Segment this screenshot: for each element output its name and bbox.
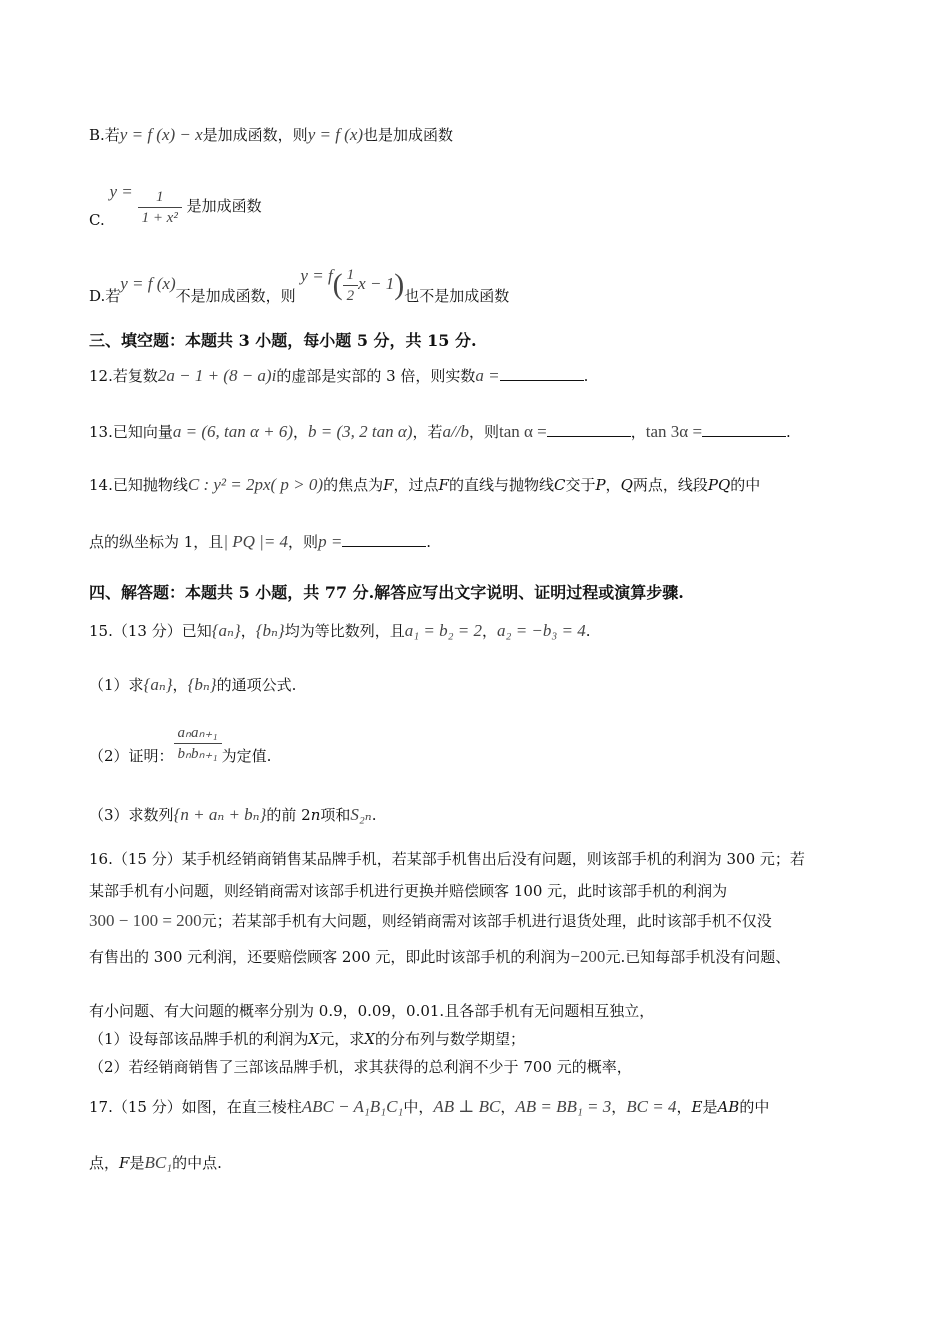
math-expr: ABC − A₁B₁C₁ <box>301 1097 404 1116</box>
question-17: 17.（15 分）如图，在直三棱柱ABC − A₁B₁C₁中，AB ⊥ BC，AB = BB₁ = 3，BC = 4，E是AB的中 <box>89 1097 770 1116</box>
math-expr: S₂ₙ <box>350 805 372 824</box>
math-expr: AB = BB₁ = 3 <box>515 1097 612 1116</box>
math-expr: a₁ = b₂ = 2 <box>404 621 483 640</box>
fraction: $\frac{1}{2}$ <box>343 265 359 306</box>
math-expr: y = f <box>300 266 333 285</box>
section-heading-4: 四、解答题：本题共 5 小题，共 77 分.解答应写出文字说明、证明过程或演算步骤. <box>89 583 684 602</box>
option-c: C. y = $\frac{1}{\text{1 + x²}}$ 是加成函数 <box>89 182 262 229</box>
math-expr: {aₙ} <box>211 621 241 640</box>
answer-blank[interactable] <box>702 420 786 437</box>
question-15-part-2: （2）证明： $\frac{\text{aₙaₙ₊₁}}{\text{bₙbₙ₊₁}}$ 为定值. <box>89 724 272 765</box>
question-16-part-2: （2）若经销商销售了三部该品牌手机，求其获得的总利润不少于 700 元的概率， <box>89 1058 632 1076</box>
math-expr: x − 1 <box>358 274 395 293</box>
question-17-cont: 点，F是BC₁的中点. <box>89 1153 222 1172</box>
answer-blank[interactable] <box>342 530 426 547</box>
fraction: $\frac{\text{aₙaₙ₊₁}}{\text{bₙbₙ₊₁}}$ <box>174 723 222 764</box>
math-expr: b = (3, 2 tan α) <box>308 422 413 441</box>
question-12: 12.若复数2a − 1 + (8 − a)i的虚部是实部的 3 倍，则实数a = . <box>89 366 589 385</box>
math-expr: y = <box>109 182 133 201</box>
question-15: 15.（13 分）已知{aₙ}，{bₙ}均为等比数列，且a₁ = b₂ = 2，a₂ = −b₃ = 4. <box>89 621 591 640</box>
math-expr: a₂ = −b₃ = 4 <box>497 621 586 640</box>
math-expr: tan 3α = <box>645 422 703 441</box>
question-16: 16.（15 分）某手机经销商销售某品牌手机，若某部手机售出后没有问题，则该部手机的利润为 300 元；若 <box>89 850 805 868</box>
option-b: B.若y = f (x) − x是加成函数，则y = f (x)也是加成函数 <box>89 125 454 144</box>
math-expr: {bₙ} <box>255 621 285 640</box>
question-13: 13.已知向量a = (6, tan α + 6)，b = (3, 2 tan α)，若a//b，则tan α = ，tan 3α = . <box>89 422 791 441</box>
math-expr: BC = 4 <box>626 1097 677 1116</box>
question-14: 14.已知抛物线C : y² = 2px( p > 0)的焦点为F，过点F的直线与抛物线C交于P，Q两点，线段PQ的中 <box>89 475 761 494</box>
math-expr: y = f (x) <box>120 274 176 293</box>
math-expr: y = f (x) <box>307 125 364 144</box>
math-expr: tan α = <box>498 422 547 441</box>
math-expr: {aₙ} <box>143 675 173 694</box>
question-16-line: 有售出的 300 元利润，还要赔偿顾客 200 元，即此时该部手机的利润为−200元.已知每部手机没有问题、 <box>89 947 791 966</box>
math-expr: 2a − 1 + (8 − a)i <box>157 366 277 385</box>
question-15-part-3: （3）求数列{n + aₙ + bₙ}的前 2n项和S₂ₙ. <box>89 805 377 824</box>
math-expr: C : y² = 2px( p > 0) <box>187 475 324 494</box>
option-d: D.若y = f (x)不是加成函数，则 y = f( $\frac{1}{2}$ x − 1)也不是加成函数 <box>89 266 510 305</box>
question-16-line: 某部手机有小问题，则经销商需对该部手机进行更换并赔偿顾客 100 元，此时该部手机的利润为 <box>89 882 728 900</box>
question-16-part-1: （1）设每部该品牌手机的利润为X元，求X的分布列与数学期望； <box>89 1030 525 1048</box>
question-16-line: 300 − 100 = 200元；若某部手机有大问题，则经销商需对该部手机进行退货处理，此时该部手机不仅没 <box>89 911 772 930</box>
fraction: $\frac{1}{\text{1 + x²}}$ <box>138 187 182 228</box>
math-expr: y = f (x) − x <box>119 125 203 144</box>
question-14-cont: 点的纵坐标为 1，且| PQ |= 4，则p = . <box>89 532 432 551</box>
paren-left: ( <box>332 268 343 301</box>
math-expr: {bₙ} <box>187 675 217 694</box>
math-expr: a = (6, tan α + 6) <box>172 422 294 441</box>
answer-blank[interactable] <box>547 420 631 437</box>
math-expr: a = <box>475 366 500 385</box>
math-expr: BC₁ <box>144 1153 173 1172</box>
section-heading-3: 三、填空题：本题共 3 小题，每小题 5 分，共 15 分. <box>89 331 477 350</box>
question-16-line: 有小问题、有大问题的概率分别为 0.9，0.09，0.01.且各部手机有无问题相互独立， <box>89 1002 655 1020</box>
math-expr: | PQ |= 4 <box>223 532 289 551</box>
math-expr: 300 − 100 = 200 <box>89 911 202 930</box>
math-expr: {n + aₙ + bₙ} <box>173 805 267 824</box>
math-expr: −200 <box>570 947 606 966</box>
question-15-part-1: （1）求{aₙ}，{bₙ}的通项公式. <box>89 675 297 694</box>
paren-right: ) <box>394 268 405 301</box>
math-expr: AB ⊥ BC <box>433 1097 501 1116</box>
answer-blank[interactable] <box>500 364 584 381</box>
math-expr: p = <box>318 532 343 551</box>
math-expr: a//b <box>442 422 469 441</box>
